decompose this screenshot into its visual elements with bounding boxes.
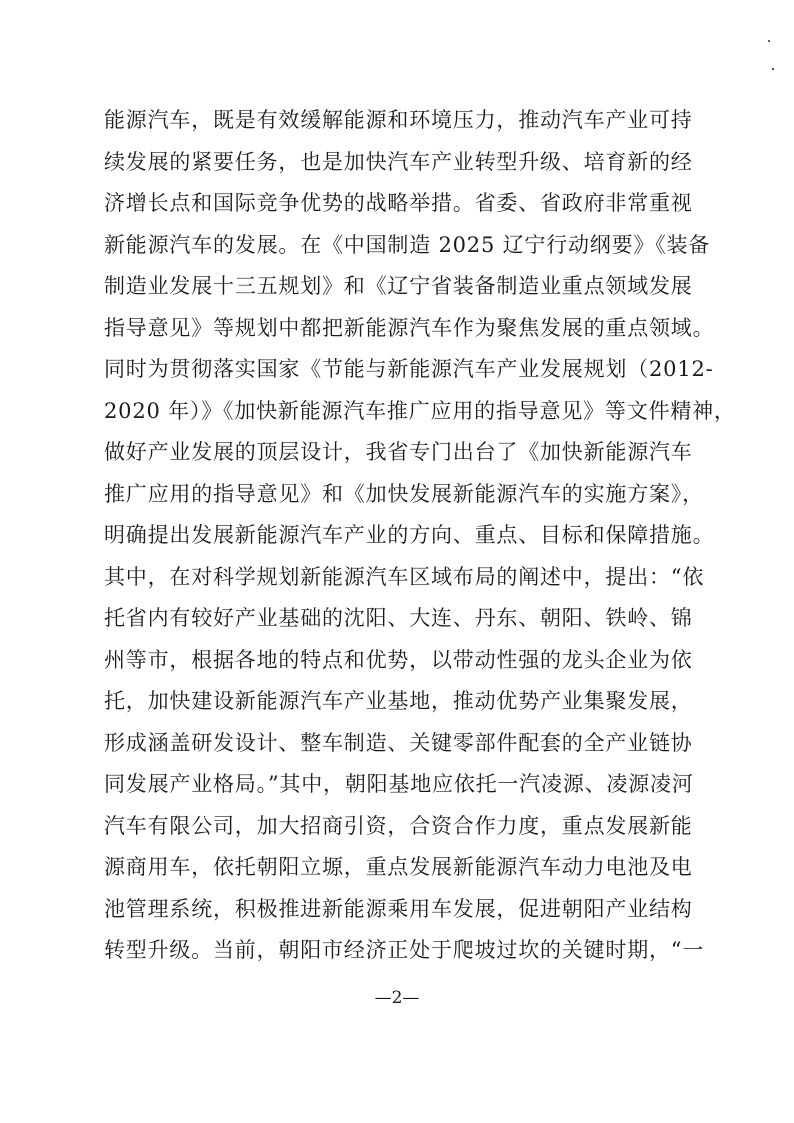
- page-number: —2—: [374, 988, 420, 1008]
- text-line: 2020 年）》《加快新能源汽车推广应用的指导意见》等文件精神，: [104, 398, 736, 423]
- scan-speck: [772, 68, 774, 70]
- text-line: 同时为贯彻落实国家《节能与新能源汽车产业发展规划（2012-: [104, 357, 714, 381]
- text-line: 制造业发展十三五规划》和《辽宁省装备制造业重点领域发展: [104, 274, 693, 298]
- text-line: 做好产业发展的顶层设计，我省专门出台了《加快新能源汽车: [104, 440, 693, 464]
- text-line: 托，加快建设新能源汽车产业基地，推动优势产业集聚发展，: [104, 689, 693, 713]
- scan-speck: [768, 40, 770, 42]
- text-line: 州等市，根据各地的特点和优势，以带动性强的龙头企业为依: [104, 647, 693, 672]
- text-line: 池管理系统，积极推进新能源乘用车发展，促进朝阳产业结构: [104, 896, 693, 921]
- text-line: 源商用车，依托朝阳立塬，重点发展新能源汽车动力电池及电: [104, 855, 693, 879]
- text-line: 汽车有限公司，加大招商引资，合资合作力度，重点发展新能: [104, 813, 693, 838]
- text-line: 同发展产业格局。”其中，朝阳基地应依托一汽凌源、凌源凌河: [104, 772, 694, 796]
- text-line: 指导意见》等规划中都把新能源汽车作为聚焦发展的重点领域。: [104, 315, 715, 340]
- body-text: [104, 100, 736, 972]
- text-line: 转型升级。当前，朝阳市经济正处于爬坡过坎的关键时期，“一: [104, 938, 705, 962]
- text-line: 新能源汽车的发展。在《中国制造 2025 辽宁行动纲要》《装备: [104, 232, 711, 257]
- text-line: 推广应用的指导意见》和《加快发展新能源汽车的实施方案》，: [104, 481, 704, 506]
- text-line: 形成涵盖研发设计、整车制造、关键零部件配套的全产业链协: [104, 730, 693, 755]
- text-line: 托省内有较好产业基础的沈阳、大连、丹东、朝阳、铁岭、锦: [104, 606, 693, 630]
- text-line: 明确提出发展新能源汽车产业的方向、重点、目标和保障措施。: [104, 523, 715, 547]
- text-line: 能源汽车，既是有效缓解能源和环境压力，推动汽车产业可持: [104, 108, 693, 132]
- text-line: 续发展的紧要任务，也是加快汽车产业转型升级、培育新的经: [104, 149, 693, 174]
- text-line: 济增长点和国际竞争优势的战略举措。省委、省政府非常重视: [104, 191, 693, 215]
- text-line: 其中，在对科学规划新能源汽车区域布局的阐述中，提出：“依: [104, 564, 705, 589]
